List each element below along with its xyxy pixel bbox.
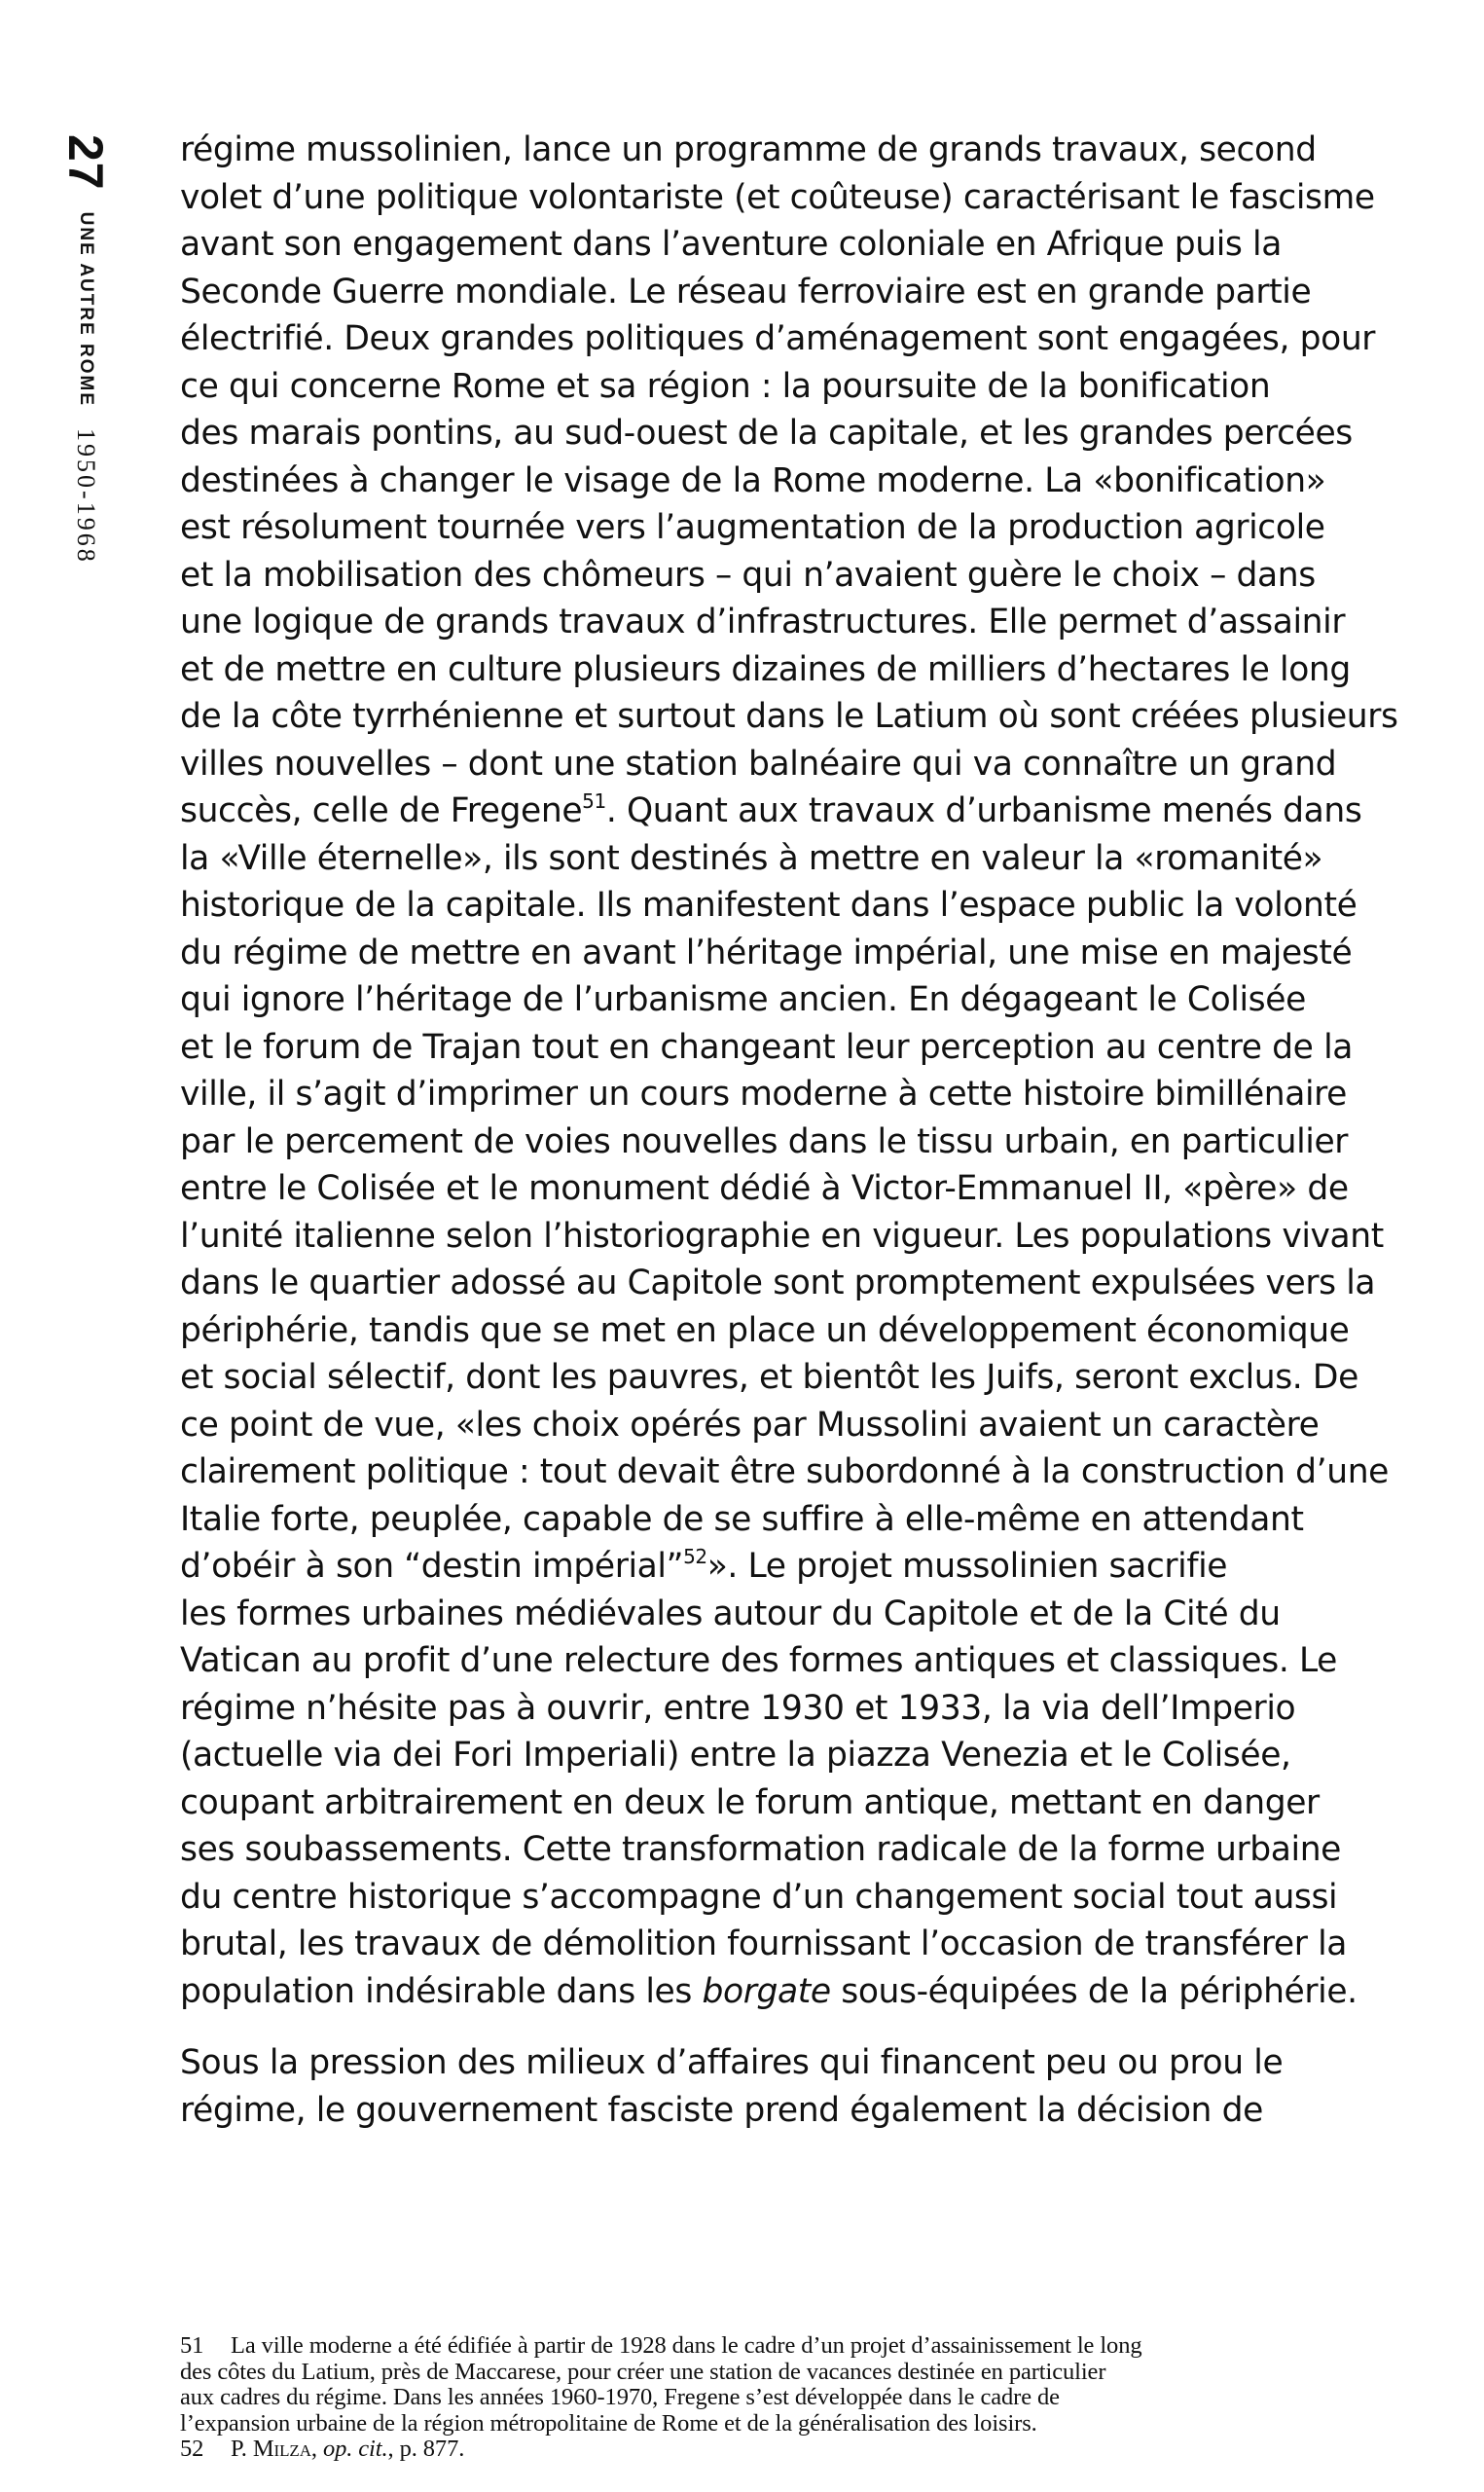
text-line: coupant arbitrairement en deux le forum antique, mettant en danger xyxy=(180,1782,1320,1822)
body-text xyxy=(180,127,1398,2134)
text-line: régime n’hésite pas à ouvrir, entre 1930 et 1933, la via dell’Imperio xyxy=(180,1688,1296,1728)
footnote-page: , p. 877. xyxy=(387,2436,465,2462)
text-fragment: succès, celle de Fregene xyxy=(180,791,583,830)
book-title: UNE AUTRE ROME xyxy=(76,211,96,408)
footnote-51 xyxy=(180,2333,1333,2437)
text-fragment: population indésirable dans les xyxy=(180,1971,703,2011)
footnote-52 xyxy=(180,2437,1333,2463)
text-line: ville, il s’agit d’imprimer un cours moderne à cette histoire bimillénaire xyxy=(180,1075,1348,1114)
text-line: une logique de grands travaux d’infrastructures. Elle permet d’assainir xyxy=(180,603,1346,641)
text-line: (actuelle via dei Fori Imperiali) entre la piazza Venezia et le Colisée, xyxy=(180,1736,1291,1775)
footnote-line xyxy=(180,2437,1333,2463)
text-line: ses soubassements. Cette transformation radicale de la forme urbaine xyxy=(180,1830,1342,1869)
text-line xyxy=(180,788,1362,835)
text-fragment: . Quant aux travaux d’urbanisme menés dans xyxy=(605,791,1362,830)
text-line: des marais pontins, au sud-ouest de la capitale, et les grandes percées xyxy=(180,414,1353,453)
footnote-line: aux cadres du régime. Dans les années 1960-1970, Fregene s’est développée dans le cadre de xyxy=(180,2384,1060,2410)
text-line xyxy=(180,1968,1357,2016)
text-line: la «Ville éternelle», ils sont destinés à mettre en valeur la «romanité» xyxy=(180,838,1323,878)
footnote-author-name: Milza xyxy=(252,2436,311,2462)
text-line: et le forum de Trajan tout en changeant leur perception au centre de la xyxy=(180,1027,1353,1067)
italic-term: borgate xyxy=(702,1971,831,2011)
text-fragment: ». Le projet mussolinien sacrifie xyxy=(706,1547,1228,1586)
running-head xyxy=(60,134,119,621)
footnote-line: des côtes du Latium, près de Maccarese, pour créer une station de vacances destinée en particulier xyxy=(180,2358,1106,2385)
text-line: volet d’une politique volontariste (et coûteuse) caractérisant le fascisme xyxy=(180,177,1375,217)
text-fragment: sous-équipées de la périphérie. xyxy=(830,1971,1357,2011)
footnote-reference: op. cit. xyxy=(322,2436,388,2462)
text-line: dans le quartier adossé au Capitole sont promptement expulsées vers la xyxy=(180,1264,1376,1302)
book-years: 1950-1968 xyxy=(72,428,100,565)
text-line: est résolument tournée vers l’augmentation de la production agricole xyxy=(180,508,1325,547)
footnotes xyxy=(180,2333,1333,2463)
footnote-ref-51[interactable]: 51 xyxy=(582,789,606,813)
text-line: et social sélectif, dont les pauvres, et bientôt les Juifs, seront exclus. De xyxy=(180,1358,1358,1397)
text-line: Italie forte, peuplée, capable de se suffire à elle-même en attendant xyxy=(180,1499,1304,1539)
text-line: Vatican au profit d’une relecture des formes antiques et classiques. Le xyxy=(180,1641,1337,1680)
text-line: l’unité italienne selon l’historiographie en vigueur. Les populations vivant xyxy=(180,1216,1384,1256)
page-number: 27 xyxy=(58,134,113,191)
footnote-separator: , xyxy=(310,2436,323,2462)
text-line: du centre historique s’accompagne d’un changement social tout aussi xyxy=(180,1877,1338,1917)
text-line: électrifié. Deux grandes politiques d’aménagement sont engagées, pour xyxy=(180,319,1376,358)
text-line: les formes urbaines médiévales autour du Capitole et de la Cité du xyxy=(180,1594,1281,1633)
footnote-line: l’expansion urbaine de la région métropolitaine de Rome et de la généralisation des loisirs. xyxy=(180,2409,1037,2437)
text-line: brutal, les travaux de démolition fournissant l’occasion de transférer la xyxy=(180,1924,1348,1963)
footnote-ref-52[interactable]: 52 xyxy=(683,1545,707,1568)
text-line: régime, le gouvernement fasciste prend également la décision de xyxy=(180,2090,1263,2130)
text-line: qui ignore l’héritage de l’urbanisme ancien. En dégageant le Colisée xyxy=(180,980,1306,1019)
text-line xyxy=(180,1543,1333,1591)
text-line: et la mobilisation des chômeurs – qui n’avaient guère le choix – dans xyxy=(180,555,1316,595)
text-line: villes nouvelles – dont une station balnéaire qui va connaître un grand xyxy=(180,744,1337,784)
text-line: Sous la pression des milieux d’affaires qui financent peu ou prou le xyxy=(180,2043,1284,2082)
text-line: et de mettre en culture plusieurs dizaines de milliers d’hectares le long xyxy=(180,649,1351,689)
paragraph-2 xyxy=(180,2039,1333,2134)
text-line: du régime de mettre en avant l’héritage impérial, une mise en majesté xyxy=(180,933,1353,972)
text-line: destinées à changer le visage de la Rome moderne. La «bonification» xyxy=(180,460,1326,500)
text-fragment: d’obéir à son “destin impérial” xyxy=(180,1547,684,1586)
text-line: périphérie, tandis que se met en place un développement économique xyxy=(180,1310,1350,1350)
text-line: par le percement de voies nouvelles dans le tissu urbain, en particulier xyxy=(180,1121,1349,1161)
text-line: ce point de vue, «les choix opérés par Mussolini avaient un caractère xyxy=(180,1405,1320,1445)
text-line: de la côte tyrrhénienne et surtout dans le Latium où sont créées plusieurs xyxy=(180,697,1398,736)
footnote-line xyxy=(180,2333,1333,2360)
paragraph-1 xyxy=(180,127,1398,2015)
footnote-text: La ville moderne a été édifiée à partir de 1928 dans le cadre d’un projet d’assainissement le long xyxy=(231,2332,1142,2359)
text-line: historique de la capitale. Ils manifestent dans l’espace public la volonté xyxy=(180,886,1357,925)
footnote-author-initial: P. xyxy=(231,2436,253,2462)
text-line: ce qui concerne Rome et sa région : la poursuite de la bonification xyxy=(180,366,1271,406)
text-line: avant son engagement dans l’aventure coloniale en Afrique puis la xyxy=(180,225,1282,264)
text-line: Seconde Guerre mondiale. Le réseau ferroviaire est en grande partie xyxy=(180,272,1312,312)
text-line: entre le Colisée et le monument dédié à Victor-Emmanuel II, «père» de xyxy=(180,1169,1349,1208)
text-line: clairement politique : tout devait être subordonné à la construction d’une xyxy=(180,1452,1389,1491)
footnote-number: 51 xyxy=(180,2332,204,2359)
text-line: régime mussolinien, lance un programme de grands travaux, second xyxy=(180,130,1317,169)
footnote-number: 52 xyxy=(180,2436,204,2462)
running-head-rotated xyxy=(56,134,115,621)
